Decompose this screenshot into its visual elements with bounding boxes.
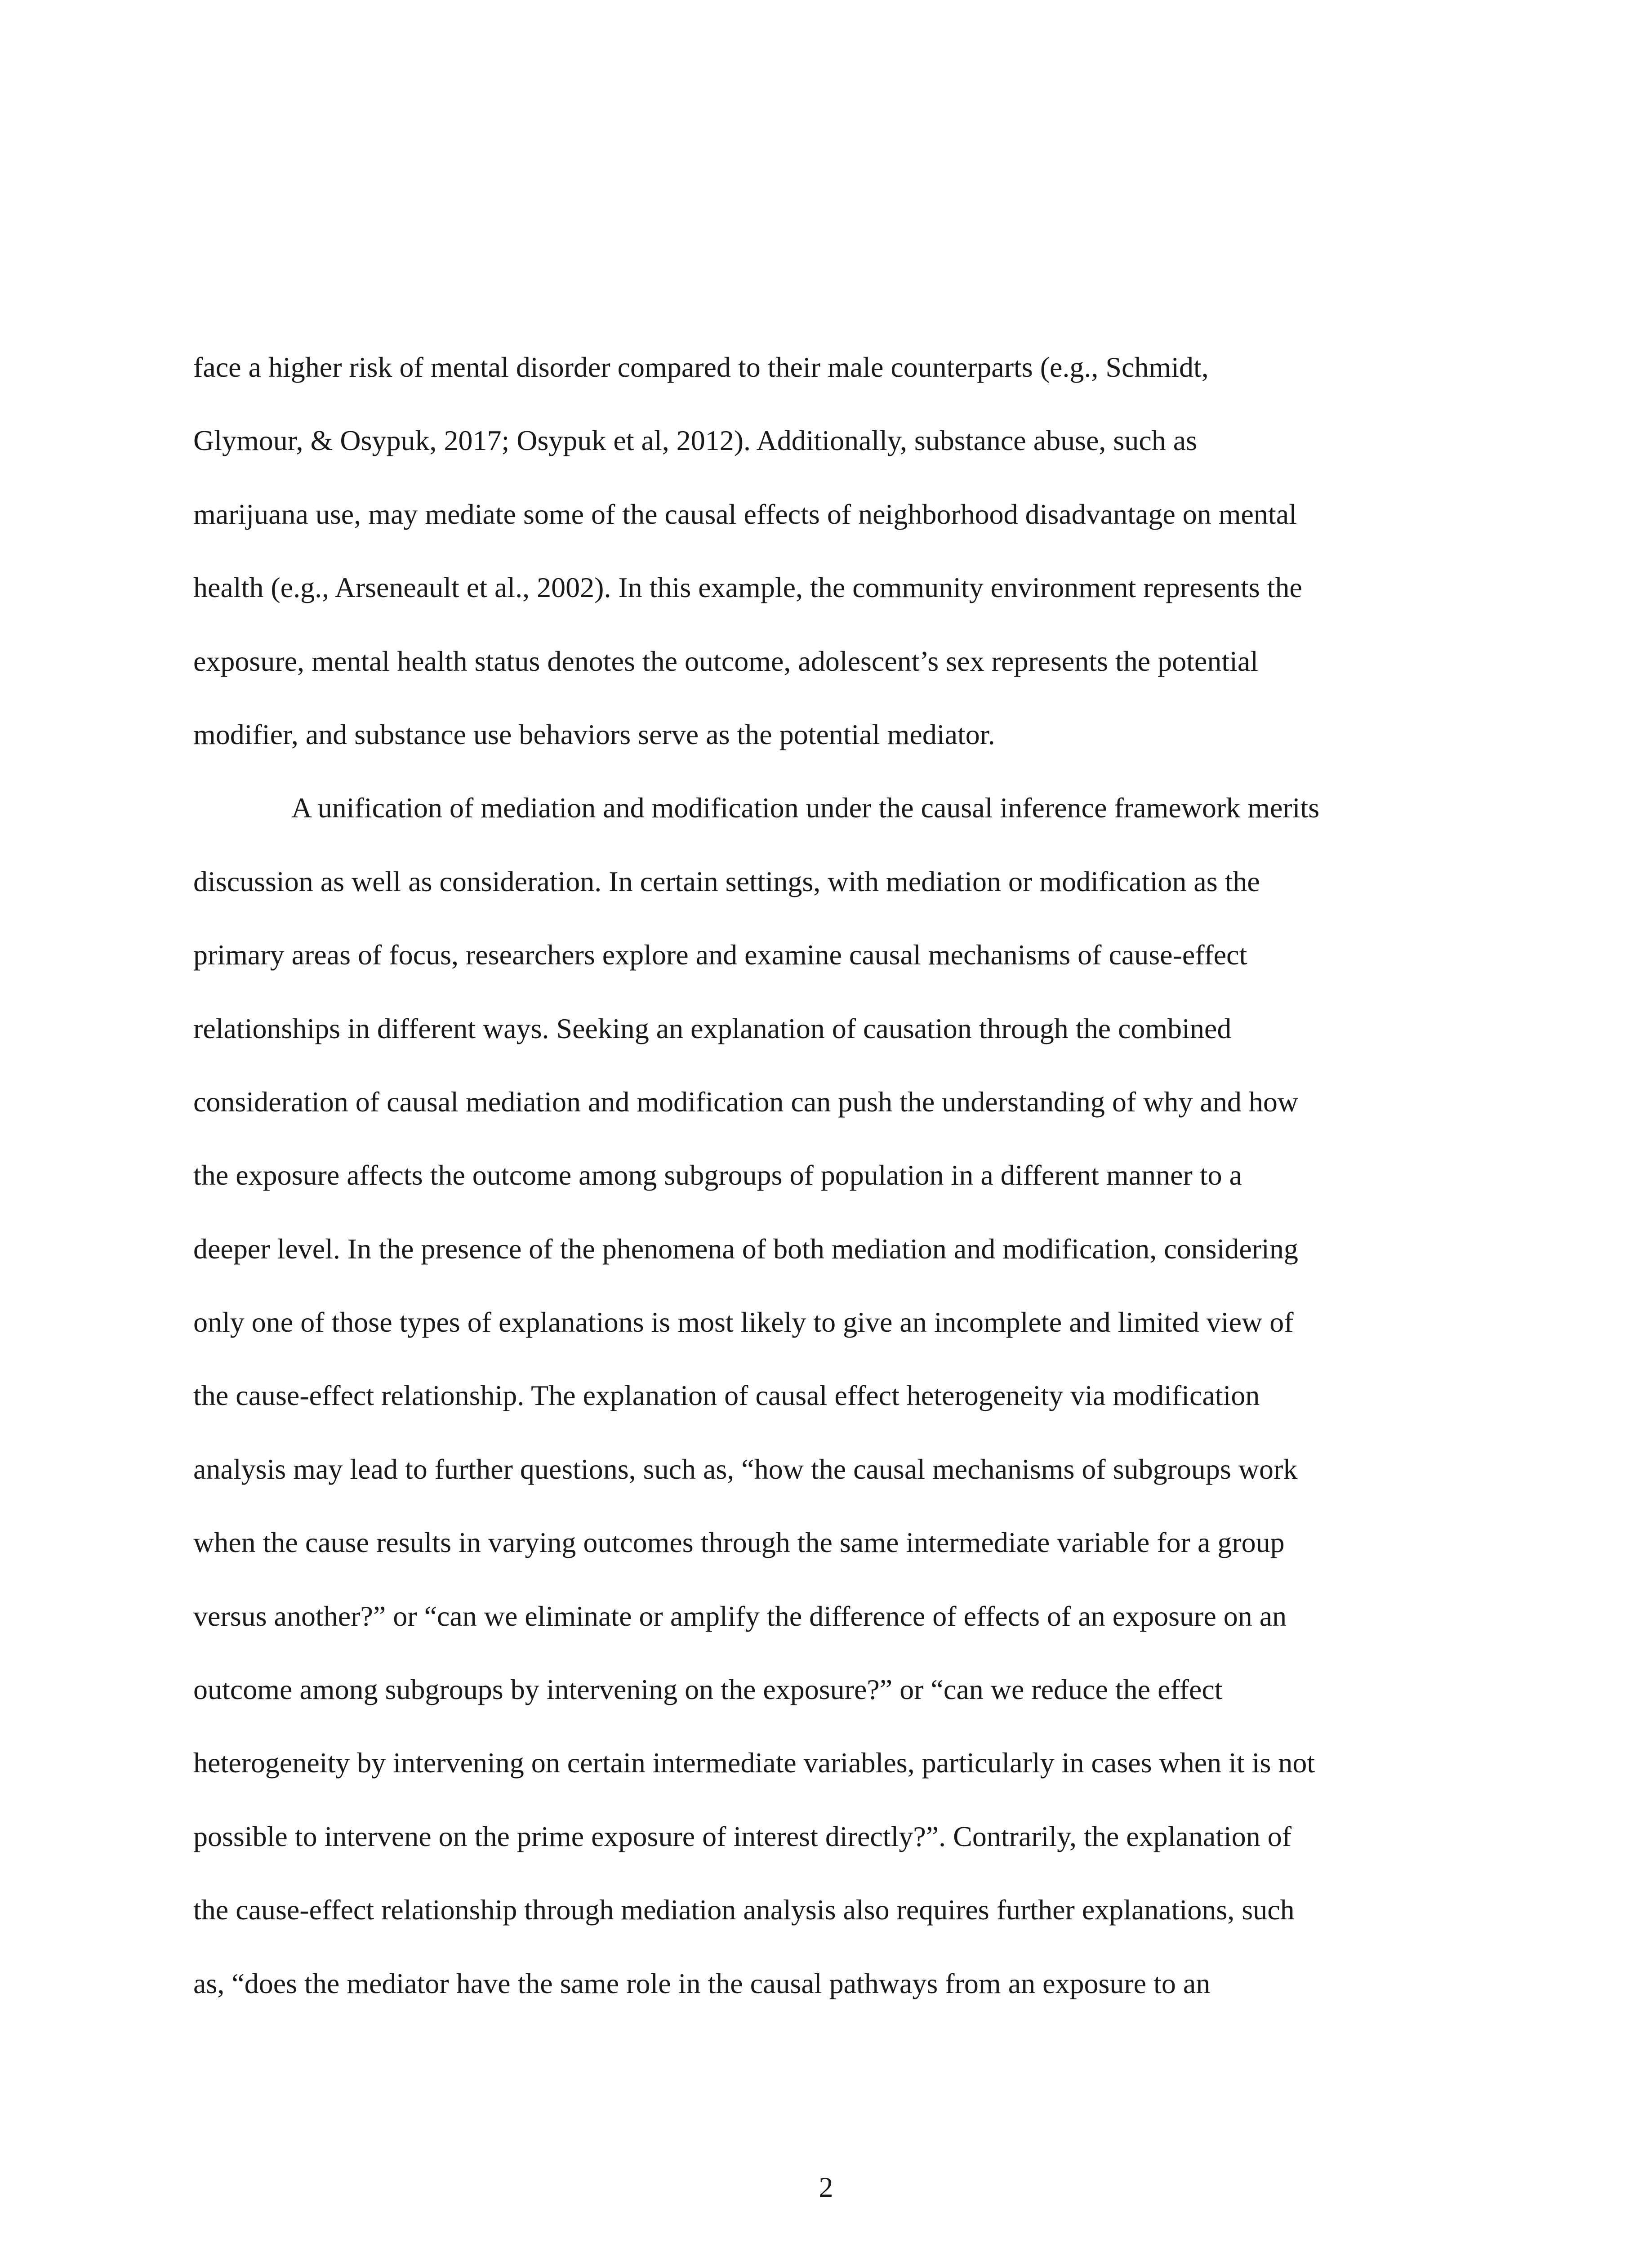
paragraph-line: health (e.g., Arseneault et al., 2002). In this example, the community environment represents the	[193, 571, 1302, 604]
paragraph-line: as, “does the mediator have the same role in the causal pathways from an exposure to an	[193, 1967, 1211, 1999]
paragraph-line: when the cause results in varying outcomes through the same intermediate variable for a group	[193, 1526, 1285, 1559]
paragraph-line: marijuana use, may mediate some of the causal effects of neighborhood disadvantage on mental	[193, 498, 1297, 530]
paragraph-line: outcome among subgroups by intervening on the exposure?” or “can we reduce the effect	[193, 1673, 1223, 1706]
paragraph-line: consideration of causal mediation and modification can push the understanding of why and how	[193, 1085, 1299, 1118]
paragraph-line: Glymour, & Osypuk, 2017; Osypuk et al, 2012). Additionally, substance abuse, such as	[193, 424, 1198, 457]
paragraph-line: relationships in different ways. Seeking an explanation of causation through the combined	[193, 1012, 1232, 1044]
paragraph-line: versus another?” or “can we eliminate or amplify the difference of effects of an exposure on an	[193, 1600, 1287, 1632]
paragraph-line: only one of those types of explanations is most likely to give an incomplete and limited view of	[193, 1306, 1294, 1338]
paragraph-line: the cause-effect relationship through mediation analysis also requires further explanations, such	[193, 1894, 1295, 1926]
paragraph-line: A unification of mediation and modification under the causal inference framework merits	[291, 792, 1320, 824]
paragraph-line: face a higher risk of mental disorder compared to their male counterparts (e.g., Schmidt,	[193, 351, 1209, 383]
paragraph-line: the cause-effect relationship. The explanation of causal effect heterogeneity via modification	[193, 1379, 1260, 1412]
paragraph-line: deeper level. In the presence of the phenomena of both mediation and modification, considering	[193, 1232, 1298, 1265]
paragraph-line: heterogeneity by intervening on certain intermediate variables, particularly in cases when it is not	[193, 1747, 1315, 1779]
paragraph-line: primary areas of focus, researchers explore and examine causal mechanisms of cause-effect	[193, 939, 1247, 971]
paragraph-line: modifier, and substance use behaviors serve as the potential mediator.	[193, 718, 995, 750]
paragraph-1	[193, 330, 1445, 771]
body-text	[193, 330, 1445, 2020]
paragraph-line: possible to intervene on the prime exposure of interest directly?”. Contrarily, the explanation of	[193, 1820, 1292, 1852]
paragraph-line: discussion as well as consideration. In certain settings, with mediation or modification as the	[193, 865, 1260, 897]
paragraph-line: exposure, mental health status denotes the outcome, adolescent’s sex represents the potential	[193, 645, 1259, 677]
paragraph-line: the exposure affects the outcome among subgroups of population in a different manner to a	[193, 1159, 1242, 1191]
paragraph-line: analysis may lead to further questions, such as, “how the causal mechanisms of subgroups work	[193, 1453, 1298, 1485]
paragraph-2	[193, 771, 1445, 2020]
page-number: 2	[819, 2171, 833, 2203]
